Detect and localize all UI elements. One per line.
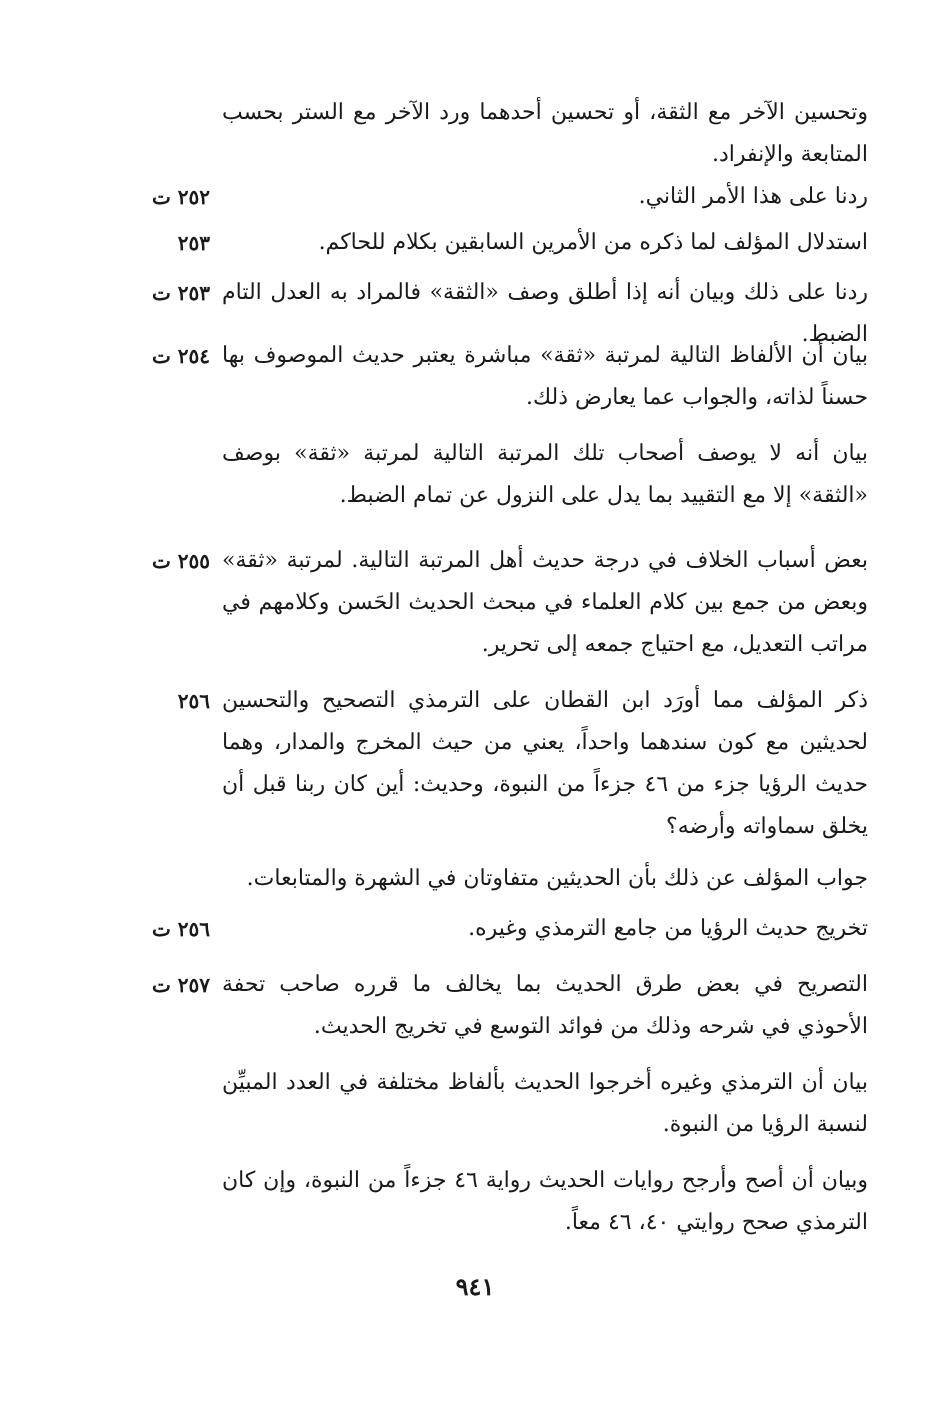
entry-text: ردنا على هذا الأمر الثاني. xyxy=(638,184,868,209)
entry-text: تخريج حديث الرؤيا من جامع الترمذي وغيره. xyxy=(468,916,868,941)
entry-text: بيان أن الألفاظ التالية لمرتبة «ثقة» مباشرة يعتبر حديث الموصوف بها حسناً لذاته، والجواب عما يعارض ذلك. xyxy=(222,343,868,410)
page-reference: ٢٥٥ ت xyxy=(151,549,210,573)
page-reference: ٢٥٦ ت xyxy=(151,917,210,941)
page-reference: ٢٥٣ ت xyxy=(151,281,210,305)
entry-text: ذكر المؤلف مما أورَد ابن القطان على الترمذي التصحيح والتحسين لحديثين مع كون سندهما واحداً، يعني من حيث المخرج والمدار، وهما حديث الرؤيا جزء من ٤٦ جزءاً من النبوة، وحديث: أين كان ربنا قبل أن يخلق سماواته وأرضه؟ xyxy=(222,688,868,839)
page-reference: ٢٥٧ ت xyxy=(151,973,210,997)
entry-text: وتحسين الآخر مع الثقة، أو تحسين أحدهما ورد الآخر مع الستر بحسب المتابعة والإنفراد. xyxy=(222,100,868,167)
entry-text: بعض أسباب الخلاف في درجة حديث أهل المرتبة التالية. لمرتبة «ثقة» وبعض من جمع بين كلام العلماء في مبحث الحديث الحَسن وكلامهم في مراتب التعديل، مع احتياج جمعه إلى تحرير. xyxy=(222,548,868,657)
entry-text: التصريح في بعض طرق الحديث بما يخالف ما قرره صاحب تحفة الأحوذي في شرحه وذلك من فوائد التوسع في تخريج الحديث. xyxy=(222,972,868,1039)
page-reference: ٢٥٤ ت xyxy=(151,344,210,368)
entry-text: جواب المؤلف عن ذلك بأن الحديثين متفاوتان في الشهرة والمتابعات. xyxy=(246,866,868,891)
entry-text: ردنا على ذلك وبيان أنه إذا أطلق وصف «الثقة» فالمراد به العدل التام الضبط. xyxy=(222,280,868,347)
page-reference: ٢٥٢ ت xyxy=(151,185,210,209)
entry-text: استدلال المؤلف لما ذكره من الأمرين السابقين بكلام للحاكم. xyxy=(318,230,868,255)
entry-text: وبيان أن أصح وأرجح روايات الحديث رواية ٤٦ جزءاً من النبوة، وإن كان الترمذي صحح روايتي ٤٠، ٤٦ معاً. xyxy=(222,1168,868,1235)
page-reference: ٢٥٦ xyxy=(177,689,210,713)
page-reference: ٢٥٣ xyxy=(177,231,210,255)
page-number: ٩٤١ xyxy=(455,1272,495,1301)
entry-text: بيان أنه لا يوصف أصحاب تلك المرتبة التالية لمرتبة «ثقة» بوصف «الثقة» إلا مع التقييد بما يدل على النزول عن تمام الضبط. xyxy=(222,441,868,508)
entry-text: بيان أن الترمذي وغيره أخرجوا الحديث بألفاظ مختلفة في العدد المبيِّن لنسبة الرؤيا من النبوة. xyxy=(222,1070,868,1137)
